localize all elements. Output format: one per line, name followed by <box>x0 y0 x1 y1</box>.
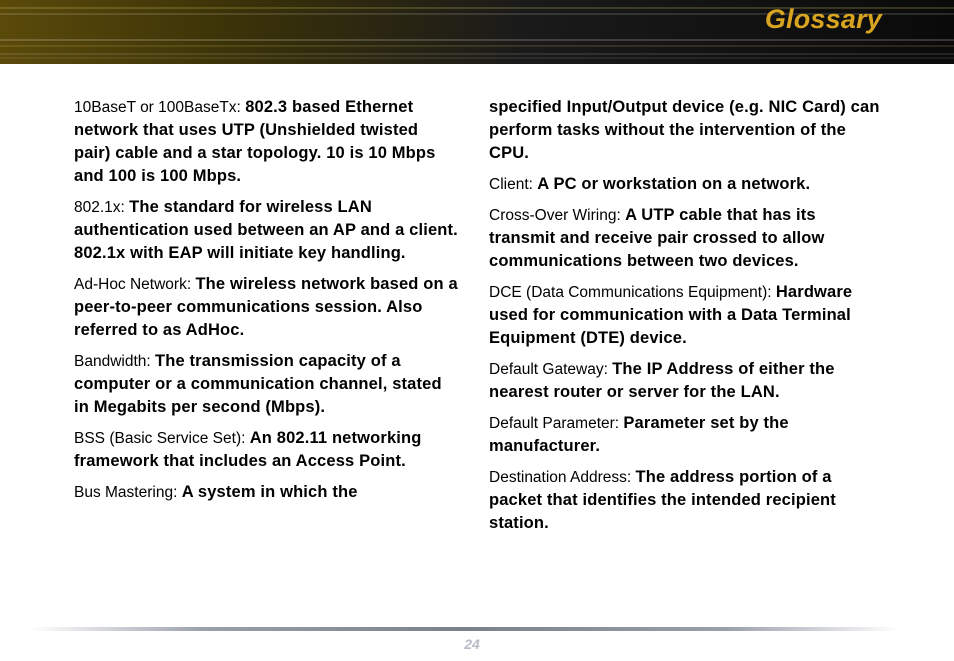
glossary-entry <box>489 173 881 196</box>
glossary-term: Default Parameter: <box>489 415 624 432</box>
glossary-term: Client: <box>489 176 538 193</box>
glossary-definition: specified Input/Output device (e.g. NIC Card) can perform tasks without the intervention of the CPU. <box>489 98 880 162</box>
glossary-term: Destination Address: <box>489 469 636 486</box>
glossary-term: 10BaseT or 100BaseTx: <box>74 99 246 116</box>
glossary-right-column <box>489 96 881 543</box>
glossary-entry <box>74 350 458 419</box>
glossary-entry <box>489 204 881 273</box>
glossary-entry <box>489 412 881 458</box>
glossary-left-column <box>74 96 458 512</box>
glossary-definition: A PC or workstation on a network. <box>537 175 811 193</box>
glossary-definition: Hardware used for communication with a Data Terminal Equipment (DTE) device. <box>489 283 853 347</box>
glossary-definition: The address portion of a packet that identifies the intended recipient station. <box>489 468 836 532</box>
glossary-entry <box>489 281 881 350</box>
glossary-definition: The transmission capacity of a computer or a communication channel, stated in Megabits per second (Mbps). <box>74 352 442 416</box>
glossary-definition: The IP Address of either the nearest router or server for the LAN. <box>489 360 835 401</box>
glossary-entry <box>74 96 458 188</box>
glossary-term: Bandwidth: <box>74 353 155 370</box>
glossary-definition: 802.3 based Ethernet network that uses UTP (Unshielded twisted pair) cable and a star topology. 10 is 10 Mbps and 100 is 100 Mbps. <box>74 98 436 185</box>
glossary-entry <box>74 196 458 265</box>
glossary-definition: Parameter set by the manufacturer. <box>489 414 789 455</box>
glossary-entry <box>74 273 458 342</box>
glossary-term: Default Gateway: <box>489 361 613 378</box>
header-banner <box>0 0 954 64</box>
page-title: Glossary <box>764 4 882 34</box>
glossary-term: Bus Mastering: <box>74 484 182 501</box>
glossary-term: BSS (Basic Service Set): <box>74 430 250 447</box>
glossary-definition: An 802.11 networking framework that includes an Access Point. <box>74 429 422 470</box>
glossary-definition: A system in which the <box>181 483 358 501</box>
glossary-term: Cross-Over Wiring: <box>489 207 626 224</box>
glossary-term: 802.1x: <box>74 199 130 216</box>
glossary-entry <box>489 466 881 535</box>
glossary-definition: The wireless network based on a peer-to-peer communications session. Also referred to as AdHoc. <box>74 275 458 339</box>
glossary-entry <box>74 481 458 504</box>
glossary-term: Ad-Hoc Network: <box>74 276 196 293</box>
glossary-definition: The standard for wireless LAN authentication used between an AP and a client. 802.1x with EAP will initiate key handling. <box>74 198 458 262</box>
glossary-definition: A UTP cable that has its transmit and receive pair crossed to allow communications between two devices. <box>489 206 825 270</box>
glossary-entry <box>489 96 881 165</box>
glossary-entry <box>74 427 458 473</box>
footer-divider <box>30 627 900 631</box>
glossary-term: DCE (Data Communications Equipment): <box>489 284 776 301</box>
page-number: 24 <box>464 636 480 652</box>
glossary-entry <box>489 358 881 404</box>
